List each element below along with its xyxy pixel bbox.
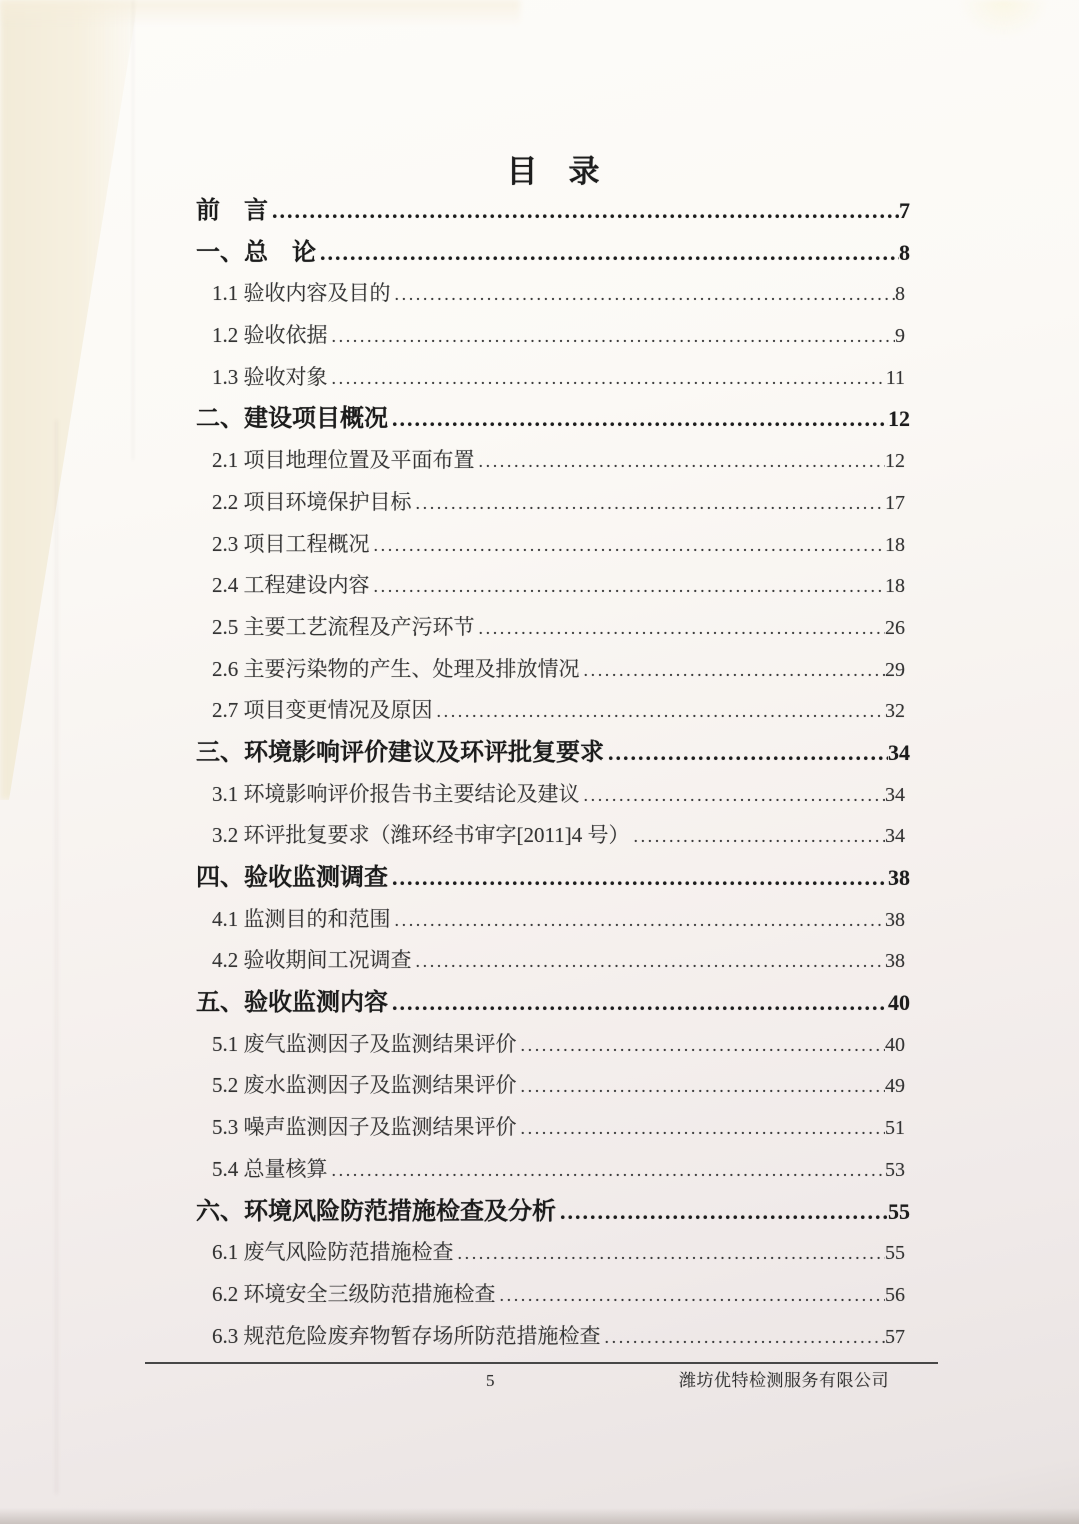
- toc-page-number: 17: [885, 491, 905, 514]
- toc-entry-label: 6.2 环境安全三级防范措施检查: [212, 1281, 496, 1306]
- toc-leader-dots: [580, 650, 886, 692]
- toc-leader-dots: [475, 441, 886, 483]
- toc-entry: [196, 857, 910, 899]
- toc-leader-dots: [580, 775, 886, 817]
- toc-entry-label: 四、验收监测调查: [196, 865, 388, 891]
- toc-entry: [196, 774, 910, 816]
- toc-leader-dots: [328, 358, 886, 400]
- toc-leader-dots: [388, 857, 888, 899]
- page-corner-shading: [959, 0, 1049, 38]
- toc-entry: [196, 524, 910, 566]
- toc-entry-label: 一、总 论: [196, 239, 316, 266]
- toc-entry-label: 4.2 验收期间工况调查: [212, 948, 412, 973]
- toc-entry: [196, 815, 910, 857]
- toc-page-number: 57: [885, 1325, 905, 1348]
- toc-entry: [196, 899, 910, 941]
- toc-page-number: 8: [895, 283, 905, 306]
- toc-entry: [196, 398, 910, 440]
- toc-leader-dots: [388, 398, 888, 440]
- toc-entry: [196, 607, 910, 649]
- toc-leader-dots: [556, 1191, 888, 1233]
- toc-leader-dots: [475, 608, 886, 650]
- toc-leader-dots: [391, 274, 896, 316]
- toc-page-number: 49: [885, 1075, 905, 1098]
- toc-page-number: 9: [895, 325, 905, 348]
- toc-entry-label: 三、环境影响评价建议及环评批复要求: [196, 739, 604, 766]
- toc-entry: [196, 357, 910, 399]
- footer-company-name: 潍坊优特检测服务有限公司: [679, 1371, 889, 1390]
- toc-leader-dots: [454, 1233, 886, 1275]
- toc-page-number: 12: [885, 450, 905, 473]
- toc-page-number: 38: [885, 950, 905, 973]
- toc-leader-dots: [604, 732, 888, 774]
- toc-page-number: 8: [899, 239, 910, 265]
- toc-leader-dots: [433, 691, 886, 733]
- toc-page-number: 51: [885, 1117, 905, 1140]
- toc-leader-dots: [629, 816, 885, 858]
- toc-entry: [196, 649, 910, 691]
- toc-entry-label: 六、环境风险防范措施检查及分析: [196, 1198, 556, 1225]
- page-edge-shading: [0, 0, 150, 800]
- toc-entry-label: 5.1 废气监测因子及监测结果评价: [212, 1031, 517, 1056]
- toc-entry: [196, 190, 910, 232]
- toc-page-number: 55: [885, 1242, 905, 1265]
- toc-entry: [196, 1232, 910, 1274]
- toc-entry: [196, 565, 910, 607]
- toc-entry-label: 2.6 主要污染物的产生、处理及排放情况: [212, 656, 580, 681]
- toc-entry: [196, 1191, 910, 1233]
- toc-entry: [196, 690, 910, 732]
- toc-leader-dots: [391, 900, 886, 942]
- toc-entry-label: 2.4 工程建设内容: [212, 573, 370, 598]
- toc-entry: [196, 940, 910, 982]
- page-bottom-shadow: [0, 1508, 1079, 1524]
- toc-entry-label: 2.7 项目变更情况及原因: [212, 698, 433, 723]
- toc-leader-dots: [517, 1025, 886, 1067]
- toc-entry-label: 2.2 项目环境保护目标: [212, 489, 412, 514]
- toc-page-number: 34: [888, 739, 910, 765]
- toc-leader-dots: [328, 316, 896, 358]
- toc-entry: [196, 1024, 910, 1066]
- toc-leader-dots: [412, 483, 886, 525]
- toc-leader-dots: [517, 1108, 886, 1150]
- toc-page-number: 40: [888, 990, 910, 1016]
- toc-list: [196, 190, 910, 1357]
- toc-entry-label: 1.1 验收内容及目的: [212, 281, 391, 306]
- page-top-shading: [0, 0, 520, 26]
- toc-entry-label: 2.5 主要工艺流程及产污环节: [212, 614, 475, 639]
- toc-leader-dots: [412, 941, 886, 983]
- toc-page-number: 26: [885, 616, 905, 639]
- toc-leader-dots: [370, 566, 886, 608]
- toc-page-number: 53: [885, 1158, 905, 1181]
- toc-entry-label: 2.3 项目工程概况: [212, 531, 370, 556]
- paper-crease-upper: [132, 0, 134, 460]
- paper-crease-left: [55, 420, 58, 1494]
- toc-entry-label: 5.3 噪声监测因子及监测结果评价: [212, 1115, 517, 1140]
- toc-entry: [196, 273, 910, 315]
- toc-leader-dots: [601, 1317, 886, 1359]
- toc-entry-label: 5.2 废水监测因子及监测结果评价: [212, 1073, 517, 1098]
- toc-page-number: 34: [885, 825, 905, 848]
- toc-entry-label: 3.1 环境影响评价报告书主要结论及建议: [212, 781, 580, 806]
- toc-entry-label: 1.2 验收依据: [212, 323, 328, 348]
- footer-page-number: 5: [486, 1371, 495, 1390]
- toc-entry: [196, 1149, 910, 1191]
- toc-entry: [196, 1065, 910, 1107]
- toc-entry: [196, 482, 910, 524]
- toc-entry-label: 6.1 废气风险防范措施检查: [212, 1240, 454, 1265]
- toc-page-number: 40: [885, 1033, 905, 1056]
- toc-entry: [196, 982, 910, 1024]
- toc-entry-label: 4.1 监测目的和范围: [212, 906, 391, 931]
- toc-entry: [196, 1316, 910, 1358]
- toc-page-number: 56: [885, 1283, 905, 1306]
- toc-leader-dots: [268, 190, 899, 232]
- toc-leader-dots: [517, 1066, 886, 1108]
- toc-entry-label: 五、验收监测内容: [196, 990, 388, 1017]
- toc-page-number: 32: [885, 700, 905, 723]
- page-title: 目 录: [506, 154, 600, 189]
- toc-page-number: 11: [885, 366, 905, 389]
- toc-leader-dots: [388, 982, 888, 1024]
- toc-entry: [196, 1107, 910, 1149]
- toc-entry: [196, 232, 910, 274]
- toc-leader-dots: [370, 525, 886, 567]
- toc-page-number: 38: [885, 908, 905, 931]
- toc-entry: [196, 440, 910, 482]
- toc-entry-label: 3.2 环评批复要求（潍环经书审字[2011]4 号）: [212, 823, 630, 848]
- toc-page-number: 34: [885, 783, 905, 806]
- toc-page-number: 38: [888, 865, 910, 890]
- toc-entry-label: 6.3 规范危险废弃物暂存场所防范措施检查: [212, 1323, 601, 1348]
- toc-page-number: 18: [885, 533, 905, 556]
- toc-page-number: 55: [888, 1198, 910, 1224]
- toc-entry-label: 2.1 项目地理位置及平面布置: [212, 448, 475, 473]
- toc-page-number: 12: [888, 406, 910, 432]
- toc-page-number: 29: [885, 658, 905, 681]
- toc-entry: [196, 732, 910, 774]
- toc-leader-dots: [496, 1275, 886, 1317]
- toc-entry: [196, 315, 910, 357]
- toc-leader-dots: [316, 232, 899, 274]
- toc-page-number: 18: [885, 575, 905, 598]
- toc-entry-label: 前 言: [196, 198, 268, 224]
- toc-entry-label: 1.3 验收对象: [212, 364, 328, 389]
- toc-entry: [196, 1274, 910, 1316]
- toc-entry-label: 5.4 总量核算: [212, 1156, 328, 1181]
- toc-entry-label: 二、建设项目概况: [196, 406, 388, 433]
- footer-rule: [145, 1362, 938, 1364]
- toc-leader-dots: [328, 1150, 886, 1192]
- toc-page-number: 7: [899, 198, 910, 223]
